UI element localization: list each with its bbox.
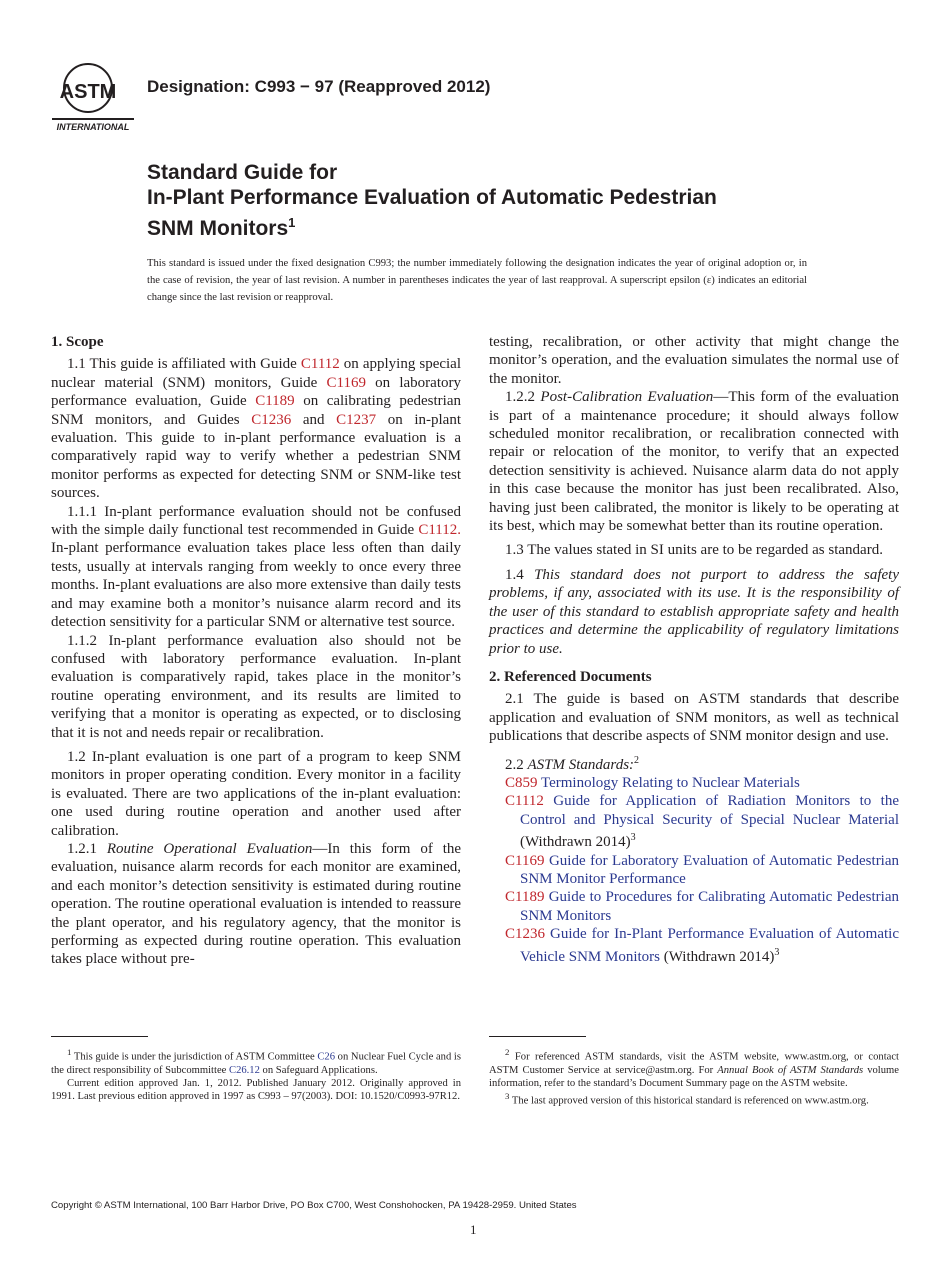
reference-item[interactable] (505, 925, 899, 966)
text: on calibrating pedestrian SNM monitors, and Guides (51, 393, 461, 428)
link-c1236[interactable]: C1236 (251, 411, 292, 428)
scope-heading: 1. Scope (51, 334, 104, 350)
text: on applying special nuclear material (SNM) monitors, Guide (51, 356, 462, 391)
para-1-1-2: 1.1.2 In-plant performance evaluation also should not be confused with laboratory performance evaluation. In-plant evaluation is comparatively rapid, takes place in the monitor’s routine operating environment, and its results are limited to verifying that a monitor is operating as expected, or to disclosing that it is not and needs repair or recalibration. (51, 632, 461, 741)
link-c26-12[interactable]: C26.12 (229, 1064, 260, 1076)
para-1-3: 1.3 The values stated in SI units are to be regarded as standard. (505, 542, 883, 559)
para-1-2-2 (489, 388, 899, 535)
logo-subtext: INTERNATIONAL (56, 122, 130, 132)
ref-code[interactable]: C859 (505, 774, 538, 791)
ref-code[interactable]: C1112 (505, 793, 544, 810)
reference-list (489, 774, 899, 966)
text: 1.4 (505, 566, 535, 583)
ref-title[interactable]: Terminology Relating to Nuclear Materials (541, 774, 800, 791)
ref-title[interactable]: Guide for In-Plant Performance Evaluation of Automatic Vehicle SNM Monitors (520, 926, 900, 965)
issuance-notice: This standard is issued under the fixed designation C993; the number immediately following the designation indicates the year of original adoption or, in the case of revision, the year of last revision. A number in parentheses indicates the year of last reapproval. A superscript epsilon (ε) indicates an editorial change since the last revision or reapproval. (147, 258, 807, 303)
ref-title[interactable]: Guide for Laboratory Evaluation of Automatic Pedestrian SNM Monitor Performance (520, 852, 900, 887)
edition-note: Current edition approved Jan. 1, 2012. Published January 2012. Originally approved in 1991. Last previous edition approved in 1997 as C993 – 97(2003). DOI: 10.1520/C0993-97R12. (51, 1077, 461, 1103)
para-1-2-1 (51, 840, 461, 969)
text: This standard does not purport to address the safety problems, if any, associated with its use. It is the responsibility of the user of this standard to establish appropriate safety and health practices and determine the applicability of regulatory limitations prior to use. (489, 566, 900, 657)
footnote-divider-left (51, 1036, 148, 1037)
ref-title[interactable]: Guide to Procedures for Calibrating Automatic Pedestrian SNM Monitors (520, 889, 899, 924)
link-c26[interactable]: C26 (317, 1051, 335, 1063)
footnote-mark: 2 (634, 754, 640, 766)
left-column (51, 333, 461, 969)
term: Routine Operational Evaluation (106, 840, 313, 857)
ref-code[interactable]: C1236 (505, 926, 546, 943)
text: 1.2.2 (505, 389, 541, 406)
text: 1.1 This guide is affiliated with Guide (67, 356, 301, 373)
ref-code[interactable]: C1169 (505, 852, 545, 869)
copyright: Copyright © ASTM International, 100 Barr Harbor Drive, PO Box C700, West Conshohocken, PA 19428-2959. United States (51, 1200, 577, 1211)
footnote-1 (51, 1046, 461, 1077)
footnote-mark: 3 (505, 1091, 510, 1102)
para-1-2: 1.2 In-plant evaluation is one part of a program to keep SNM monitors in proper operating condition. Every monitor in a facility is evaluated. There are two applications of the in-plant evaluation: one used during routine operation and another used after calibration. (51, 748, 461, 839)
referenced-heading: 2. Referenced Documents (489, 668, 652, 685)
text: on in-plant evaluation. This guide to in-plant performance evaluation is a comparatively rapid way to verify whether a pedestrian SNM monitor performs as expected for detecting SNM or SNM-like test sources. (51, 411, 462, 502)
designation: Designation: C993 − 97 (Reapproved 2012) (147, 77, 491, 96)
title-footnote-mark: 1 (288, 215, 296, 230)
page-number: 1 (470, 1222, 477, 1237)
ref-title[interactable]: Guide for Application of Radiation Monitors to the Control and Physical Security of Special Nuclear Material (520, 793, 899, 828)
text: —This form of the evaluation is part of a maintenance procedure; it should always follow scheduled monitor recalibration, or recalibration connected with repair or relocation of the monitor, to verify that an expected detection sensitivity is achieved. Nuisance alarm data do not apply in this case because the monitor has just been recalibrated. Also, having just been calibrated, the monitor is likely to be operating at its best, which may be somewhat better than its routine operation. (489, 389, 900, 535)
text: In-plant performance evaluation takes place less often than daily tests, usually at intervals ranging from weekly to once every three months. In-plant evaluations are also more extensive than daily tests and may examine both a monitor’s nuisance alarm record and its detection sensitivity for a particular SNM or alternative test source. (51, 540, 461, 631)
para-1-2-1-cont: testing, recalibration, or other activity that might change the monitor’s operation, and the evaluation simulates the normal use of the monitor. (489, 334, 899, 387)
link-c1237[interactable]: C1237 (336, 411, 377, 428)
link-c1189[interactable]: C1189 (255, 393, 295, 410)
link-c1169[interactable]: C1169 (326, 374, 366, 391)
text: 1.1.1 In-plant performance evaluation should not be confused with the simple daily functional test recommended in Guide (51, 503, 461, 539)
reference-item[interactable] (505, 852, 899, 889)
text: The last approved version of this historical standard is referenced on www.astm.org. (509, 1095, 869, 1107)
footnote-mark: 3 (630, 832, 636, 844)
footnote-mark: 2 (505, 1047, 510, 1057)
reference-item[interactable] (505, 888, 899, 925)
text: 1.2.1 (67, 840, 107, 857)
footnote-3 (489, 1090, 899, 1108)
reference-item[interactable] (505, 792, 899, 851)
text: 2.2 (505, 756, 528, 773)
footnote-divider-right (489, 1036, 586, 1037)
ref-note: (Withdrawn 2014) (520, 834, 631, 851)
document-title (147, 160, 907, 241)
reference-item[interactable] (505, 774, 899, 792)
text: Annual Book of ASTM Standards (717, 1064, 864, 1076)
text: —In this form of the evaluation, nuisance alarm records for each monitor are examined, and each monitor’s detection sensitivity is estimated during routine operation. The routine operational evaluation is intended to reassure the plant operator, and his regulatory agency, that the monitor is performing as expected during routine operation. This evaluation takes place without pre- (51, 840, 462, 968)
footnote-mark: 3 (774, 946, 780, 958)
text: and (291, 411, 337, 428)
para-2-1: 2.1 The guide is based on ASTM standards that describe application and evaluation of SNM monitors, as well as technical publications that describe aspects of SNM monitor design and use. (489, 691, 899, 745)
footnotes-right (489, 1046, 899, 1108)
para-1-1-1 (51, 503, 461, 632)
text: on Nuclear Fuel Cycle and is the direct responsibility of Subcommittee (51, 1051, 461, 1076)
ref-code[interactable]: C1189 (505, 889, 545, 906)
text: on laboratory performance evaluation, Guide (51, 374, 462, 410)
right-column (489, 333, 899, 966)
footnotes-left (51, 1046, 461, 1103)
text: on Safeguard Applications. (259, 1064, 378, 1076)
title-line-3: SNM Monitors (147, 217, 289, 240)
para-1-1 (51, 355, 461, 502)
logo-text: ASTM (59, 81, 117, 103)
footnote-mark: 1 (67, 1047, 72, 1057)
para-2-2 (489, 752, 899, 774)
para-1-4 (489, 566, 899, 658)
title-line-1: Standard Guide for (147, 161, 338, 184)
link-c1112-b[interactable]: C1112. (418, 522, 461, 539)
text: This guide is under the jurisdiction of ASTM Committee (71, 1051, 318, 1063)
link-c1112[interactable]: C1112 (300, 356, 340, 373)
astm-logo (52, 60, 134, 132)
text: For referenced ASTM standards, visit the ASTM website, www.astm.org, or contact ASTM Customer Service at service@astm.org. For (489, 1051, 899, 1076)
term: Post-Calibration Evaluation (540, 389, 714, 406)
ref-note: (Withdrawn 2014) (660, 948, 775, 965)
footnote-2 (489, 1046, 899, 1090)
title-line-2: In-Plant Performance Evaluation of Automatic Pedestrian (147, 186, 717, 209)
term: ASTM Standards: (527, 756, 635, 773)
text: volume information, refer to the standard’s Document Summary page on the ASTM website. (489, 1064, 899, 1089)
